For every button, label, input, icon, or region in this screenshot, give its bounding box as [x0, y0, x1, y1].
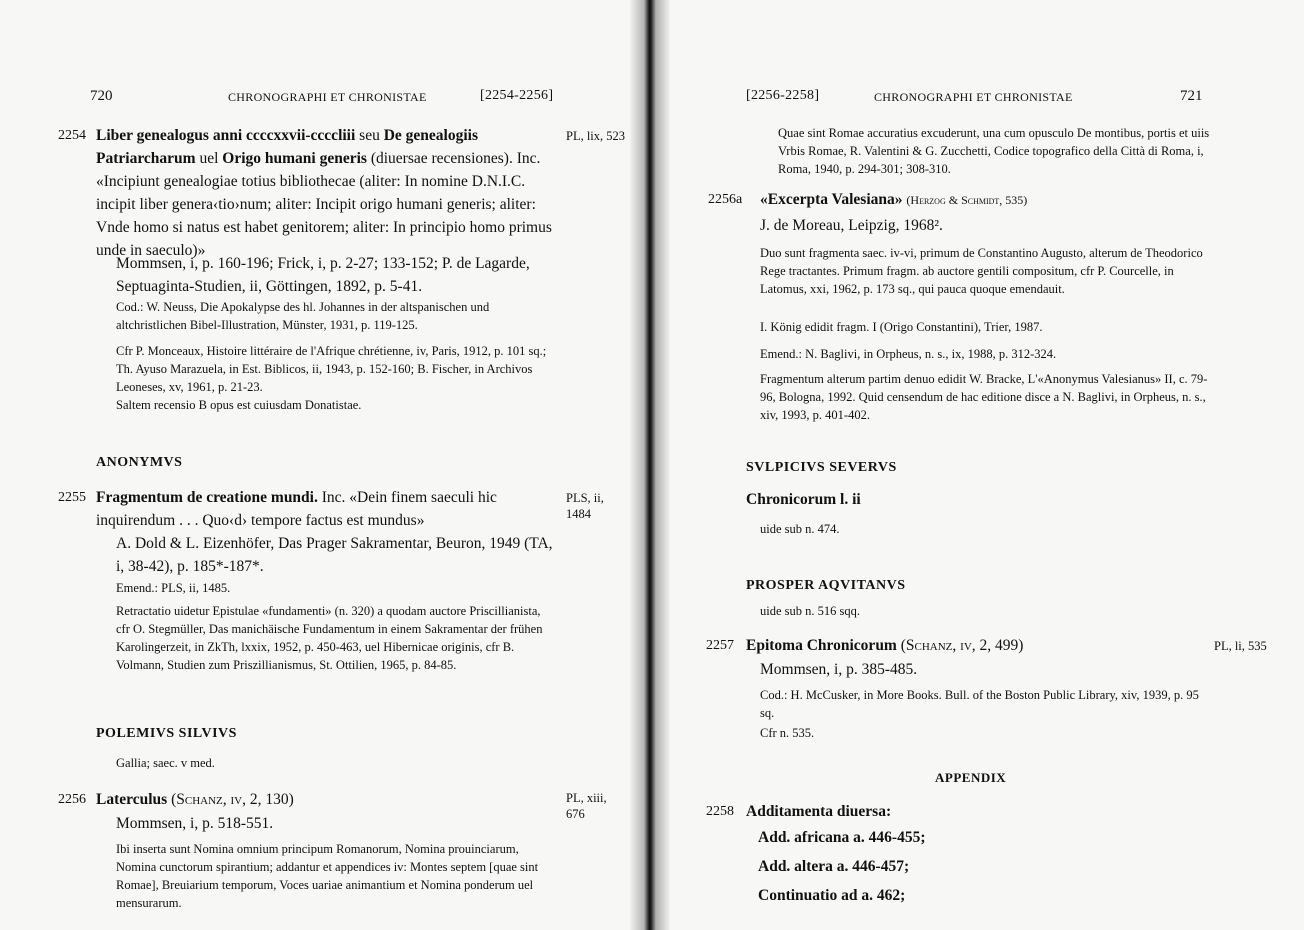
entry-note: I. König edidit fragm. I (Origo Constantini), Trier, 1987. [760, 320, 1043, 334]
entry-number: 2256a [708, 192, 743, 207]
section-heading: PROSPER AQVITANVS [746, 578, 906, 593]
entry-2256a: «Excerpta Valesiana» (Herzog & Schmidt, 535) [760, 191, 1028, 208]
page-number: 720 [90, 88, 113, 104]
entry-title: Laterculus [96, 791, 168, 808]
entry-emend: Emend.: N. Baglivi, in Orpheus, n. s., ix, 1988, p. 312-324. [760, 347, 1057, 361]
section-heading: APPENDIX [935, 770, 1007, 785]
left-page [0, 0, 640, 930]
section-heading: ANONYMVS [96, 455, 183, 470]
entry-number: 2255 [58, 490, 86, 505]
section-subtitle: Gallia; saec. v med. [116, 756, 215, 770]
entry-title: Fragmentum de creatione mundi. [96, 489, 318, 506]
entry-number: 2258 [706, 804, 734, 819]
entry-2254: Liber genealogus anni ccccxxvii-ccccliii seu De genealogiis Patriarcharum uel Origo humani generis (diuersae recensiones). Inc. «Incipiunt genealogiae totius bibliothecae (aliter: In nomine D.N.I.C. incipit liber genera‹tio›num; aliter: Incipit origo humani generis; aliter: Vnde homo si natus est habet genitorem; aliter: In principio homo primus unde in saeculo)» [96, 127, 552, 259]
entry-note: Fragmentum alterum partim denuo edidit W. Bracke, L'«Anonymus Valesianus» II, c. 79-96, Bologna, 1992. Quid censendum de hac editione disce a N. Baglivi, in Orpheus, n. s., xiv, 1993, p. 401-402. [760, 372, 1208, 422]
entry-title: Additamenta diuersa: [746, 803, 892, 820]
appendix-item: Continuatio ad a. 462; [758, 887, 906, 904]
margin-ref: PL, lix, 523 [566, 129, 626, 143]
entry-cfr: Cfr n. 535. [760, 726, 815, 740]
entry-note: Saltem recensio B opus est cuiusdam Donatistae. [116, 398, 362, 412]
entry-title: Epitoma Chronicorum [746, 637, 897, 654]
section-heading: POLEMIVS SILVIVS [96, 726, 237, 741]
entry-edition: Mommsen, i, p. 518-551. [116, 815, 274, 832]
section-heading: SVLPICIVS SEVERVS [746, 460, 897, 475]
appendix-item: Add. africana a. 446-455; [758, 829, 926, 846]
right-page [660, 0, 1304, 930]
appendix-item: Add. altera a. 446-457; [758, 858, 910, 875]
running-head: CHRONOGRAPHI ET CHRONISTAE [874, 90, 1073, 104]
entry-note: Ibi inserta sunt Nomina omnium principum Romanorum, Nomina prouinciarum, Nomina cunctorum spirantium; addantur et appendices iv: Montes septem [quae sint Romae], Breuiarium temporum, Voces uariae animantium et Nomina ponderum uel mensurarum. [116, 842, 539, 910]
entry-2257: Epitoma Chronicorum (Schanz, iv, 2, 499) [746, 637, 1024, 654]
entry-2255 [96, 486, 556, 532]
book-gutter [630, 0, 670, 930]
entry-note: uide sub n. 474. [760, 522, 840, 536]
entry-title: Chronicorum l. ii [746, 491, 861, 508]
entry-description: (diuersae recensiones). Inc. «Incipiunt genealogiae totius bibliothecae (aliter: In nomine D.N.I.C. incipit liber genera‹tio›num; aliter: Incipit origo humani generis; aliter: Vnde homo si natus est habet genitorem; aliter: In principio homo primus unde in saeculo)» [96, 150, 552, 259]
entry-number: 2256 [58, 792, 86, 807]
entry-title: «Excerpta Valesiana» [760, 191, 903, 208]
entry-title: Liber genealogus anni ccccxxvii-ccccliii [96, 127, 356, 144]
page-range: [2256-2258] [746, 88, 820, 103]
margin-ref: PL, li, 535 [1214, 639, 1267, 653]
entry-number: 2254 [58, 128, 86, 143]
entry-note: Retractatio uidetur Epistulae «fundamenti» (n. 320) a quodam auctore Priscillianista, cfr O. Stegmüller, Das manichäische Fundamentum in einem Sakramentar der frühen Karolingerzeit, in ZkTh, lxxix, 1952, p. 450-463, uel Hibernicae originis, cfr B. Volmann, Studien zum Priszillianismus, St. Ottilien, 1965, p. 84-85. [116, 604, 543, 672]
entry-cod: Cod.: H. McCusker, in More Books. Bull. of the Boston Public Library, xiv, 1939, p. 95 sq. [760, 688, 1199, 720]
continued-text: Quae sint Romae accuratius excuderunt, una cum opusculo De montibus, portis et uiis Vrbis Romae, R. Valentini & G. Zucchetti, Codice topografico della Città di Roma, i, Roma, 1940, p. 294-301; 308-310. [778, 126, 1210, 176]
entry-note: Duo sunt fragmenta saec. iv-vi, primum de Constantino Augusto, alterum de Theodorico Rege tractantes. Primum fragm. ab auctore gentili compositum, cfr P. Courcelle, in Latomus, xxi, 1962, p. 173 sq., qui pauca quoque emendauit. [760, 246, 1203, 296]
running-head: CHRONOGRAPHI ET CHRONISTAE [228, 90, 427, 104]
margin-ref: PLS, ii, 1484 [566, 491, 604, 521]
entry-number: 2257 [706, 638, 734, 653]
entry-edition: A. Dold & L. Eizenhöfer, Das Prager Sakramentar, Beuron, 1949 (TA, i, 38-42), p. 185*-187*. [116, 535, 553, 575]
entry-edition: Mommsen, i, p. 160-196; Frick, i, p. 2-27; 133-152; P. de Lagarde, Septuaginta-Studien, ii, Göttingen, 1892, p. 5-41. [116, 255, 530, 295]
entry-description: Inc. «Dein finem saeculi hic inquirendum . . . Quo‹d› tempore factus est mundus» [96, 489, 497, 529]
page-range: [2254-2256] [480, 88, 554, 103]
entry-cfr: Cfr P. Monceaux, Histoire littéraire de l'Afrique chrétienne, iv, Paris, 1912, p. 101 sq.; Th. Ayuso Marazuela, in Est. Biblicos, ii, 1943, p. 152-160; B. Fischer, in Archivos Leoneses, xv, 1961, p. 21-23. [116, 344, 547, 394]
entry-2256: Laterculus (Schanz, iv, 2, 130) [96, 791, 294, 808]
entry-cod: Cod.: W. Neuss, Die Apokalypse des hl. Johannes in der altspanischen und altchristlichen Bibel-Illustration, Münster, 1931, p. 119-125. [116, 300, 490, 332]
entry-emend: Emend.: PLS, ii, 1485. [116, 581, 231, 595]
margin-ref: PL, xiii, 676 [566, 791, 607, 821]
entry-note: uide sub n. 516 sqq. [760, 604, 860, 618]
entry-edition: Mommsen, i, p. 385-485. [760, 661, 918, 678]
entry-edition: J. de Moreau, Leipzig, 1968². [760, 217, 943, 234]
page-number: 721 [1180, 88, 1203, 104]
